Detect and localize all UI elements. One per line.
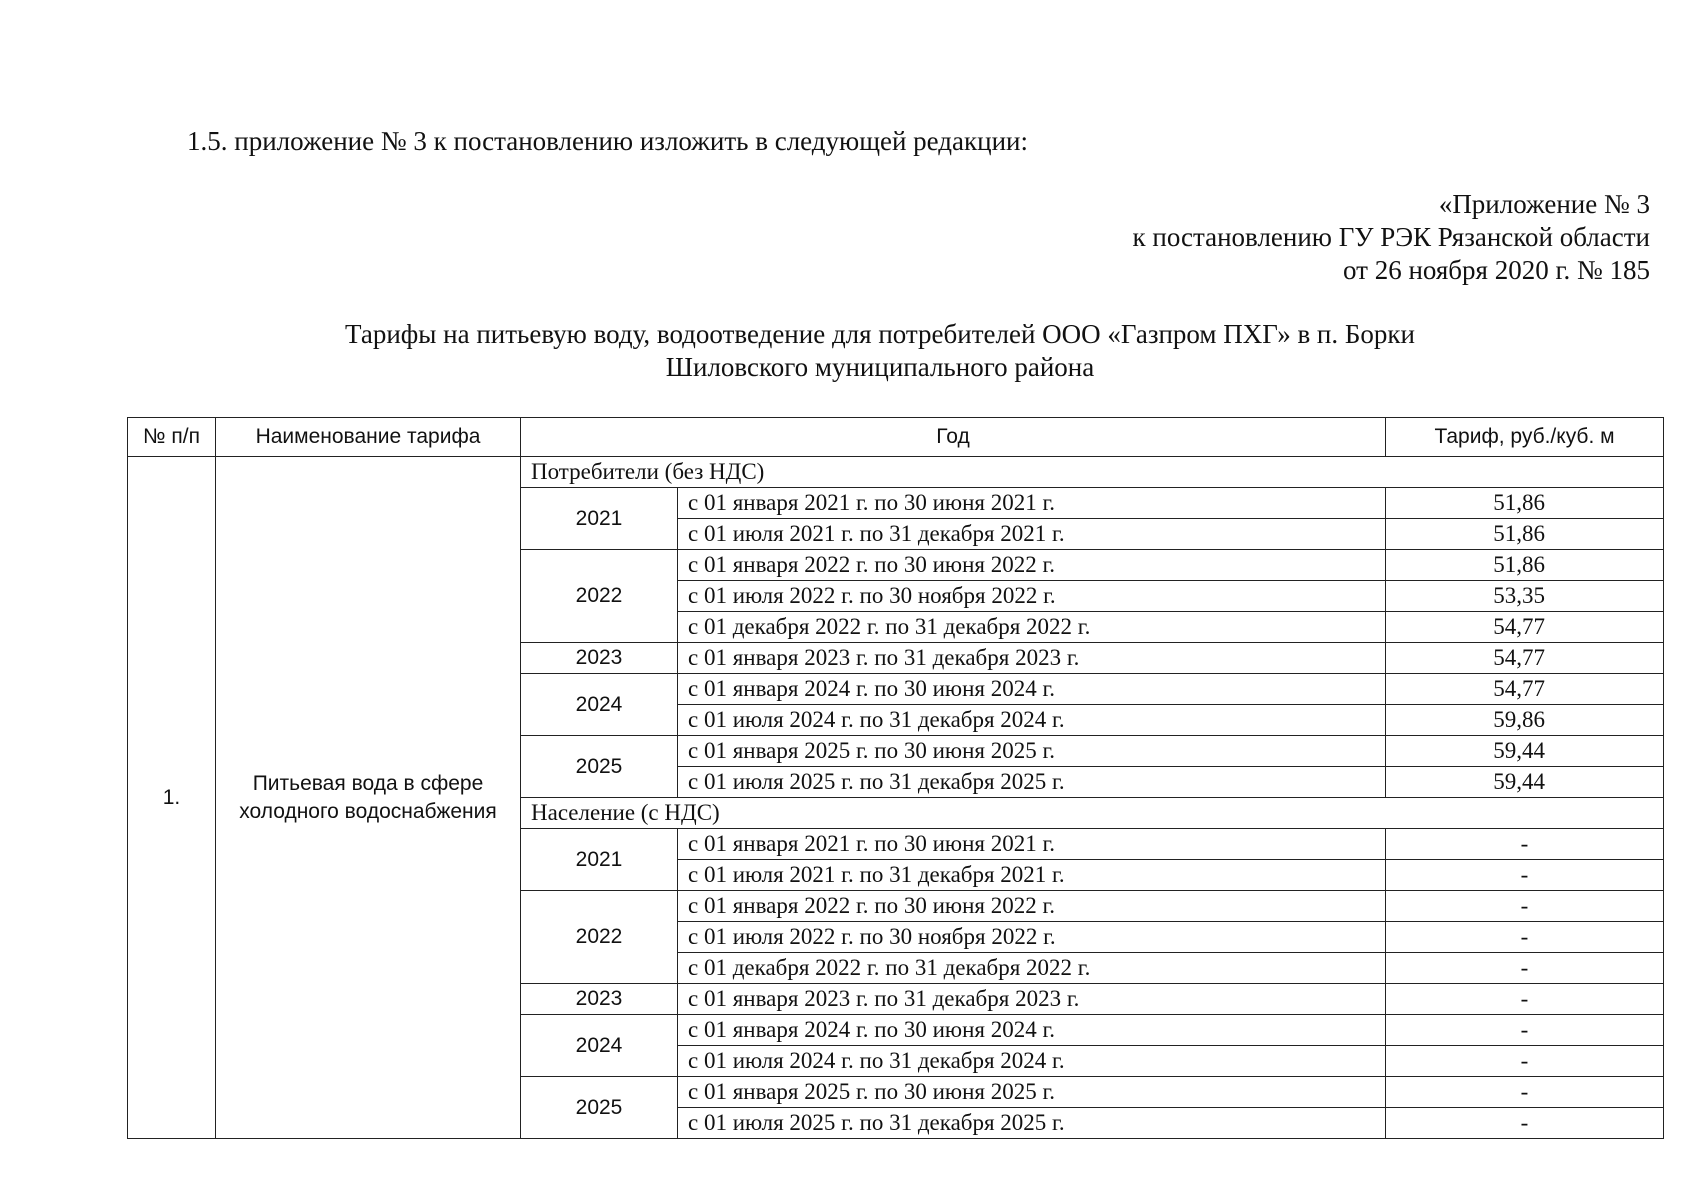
period-cell: с 01 июля 2022 г. по 30 ноября 2022 г. <box>678 581 1386 612</box>
tariff-value: 59,86 <box>1386 705 1664 736</box>
header-tariff: Тариф, руб./куб. м <box>1386 418 1664 457</box>
header-name: Наименование тарифа <box>216 418 521 457</box>
tariff-value: - <box>1386 922 1664 953</box>
group-label: Население (с НДС) <box>521 798 1664 829</box>
tariff-value: 51,86 <box>1386 519 1664 550</box>
period-cell: с 01 июля 2025 г. по 31 декабря 2025 г. <box>678 767 1386 798</box>
year-cell: 2025 <box>521 736 678 798</box>
period-cell: с 01 января 2025 г. по 30 июня 2025 г. <box>678 1077 1386 1108</box>
year-cell: 2022 <box>521 550 678 643</box>
tariff-value: - <box>1386 953 1664 984</box>
tariff-value: 51,86 <box>1386 488 1664 519</box>
year-cell: 2021 <box>521 488 678 550</box>
intro-paragraph: 1.5. приложение № 3 к постановлению изложить в следующей редакции: <box>187 126 1028 156</box>
period-cell: с 01 июля 2021 г. по 31 декабря 2021 г. <box>678 860 1386 891</box>
year-cell: 2023 <box>521 984 678 1015</box>
period-cell: с 01 января 2022 г. по 30 июня 2022 г. <box>678 891 1386 922</box>
period-cell: с 01 декабря 2022 г. по 31 декабря 2022 г. <box>678 612 1386 643</box>
tariff-value: - <box>1386 1015 1664 1046</box>
tariff-table-body <box>128 457 1664 1139</box>
row-number: 1. <box>128 457 216 1139</box>
header-num: № п/п <box>128 418 216 457</box>
appendix-line-2: к постановлению ГУ РЭК Рязанской области <box>1132 222 1650 252</box>
header-year: Год <box>521 418 1386 457</box>
group-row <box>128 457 1664 488</box>
tariff-value: 51,86 <box>1386 550 1664 581</box>
tariff-value: - <box>1386 829 1664 860</box>
period-cell: с 01 июля 2024 г. по 31 декабря 2024 г. <box>678 1046 1386 1077</box>
title-line-2: Шиловского муниципального района <box>665 352 1095 382</box>
tariff-value: 54,77 <box>1386 643 1664 674</box>
tariff-value: - <box>1386 860 1664 891</box>
tariff-value: - <box>1386 984 1664 1015</box>
tariff-value: - <box>1386 891 1664 922</box>
tariff-table <box>127 417 1664 1139</box>
period-cell: с 01 января 2022 г. по 30 июня 2022 г. <box>678 550 1386 581</box>
tariff-value: 59,44 <box>1386 736 1664 767</box>
year-cell: 2023 <box>521 643 678 674</box>
year-cell: 2021 <box>521 829 678 891</box>
appendix-line-1: «Приложение № 3 <box>1438 189 1650 219</box>
appendix-heading <box>1133 188 1650 287</box>
title-line-1: Тарифы на питьевую воду, водоотведение для потребителей ООО «Газпром ПХГ» в п. Борки <box>345 319 1415 349</box>
tariff-name: Питьевая вода в сфере холодного водоснабжения <box>216 457 521 1139</box>
tariff-value: - <box>1386 1108 1664 1139</box>
year-cell: 2024 <box>521 1015 678 1077</box>
tariff-value: 53,35 <box>1386 581 1664 612</box>
period-cell: с 01 января 2024 г. по 30 июня 2024 г. <box>678 1015 1386 1046</box>
year-cell: 2022 <box>521 891 678 984</box>
tariff-value: - <box>1386 1046 1664 1077</box>
year-cell: 2025 <box>521 1077 678 1139</box>
period-cell: с 01 января 2023 г. по 31 декабря 2023 г. <box>678 984 1386 1015</box>
period-cell: с 01 июля 2025 г. по 31 декабря 2025 г. <box>678 1108 1386 1139</box>
period-cell: с 01 января 2023 г. по 31 декабря 2023 г. <box>678 643 1386 674</box>
tariff-value: 54,77 <box>1386 612 1664 643</box>
document-title <box>0 318 1700 384</box>
group-label: Потребители (без НДС) <box>521 457 1664 488</box>
period-cell: с 01 декабря 2022 г. по 31 декабря 2022 г. <box>678 953 1386 984</box>
period-cell: с 01 января 2024 г. по 30 июня 2024 г. <box>678 674 1386 705</box>
period-cell: с 01 января 2021 г. по 30 июня 2021 г. <box>678 488 1386 519</box>
period-cell: с 01 января 2021 г. по 30 июня 2021 г. <box>678 829 1386 860</box>
table-header-row <box>128 418 1664 457</box>
period-cell: с 01 июля 2024 г. по 31 декабря 2024 г. <box>678 705 1386 736</box>
appendix-line-3: от 26 ноября 2020 г. № 185 <box>1343 255 1650 285</box>
tariff-value: 59,44 <box>1386 767 1664 798</box>
period-cell: с 01 января 2025 г. по 30 июня 2025 г. <box>678 736 1386 767</box>
period-cell: с 01 июля 2021 г. по 31 декабря 2021 г. <box>678 519 1386 550</box>
year-cell: 2024 <box>521 674 678 736</box>
tariff-value: - <box>1386 1077 1664 1108</box>
tariff-value: 54,77 <box>1386 674 1664 705</box>
period-cell: с 01 июля 2022 г. по 30 ноября 2022 г. <box>678 922 1386 953</box>
